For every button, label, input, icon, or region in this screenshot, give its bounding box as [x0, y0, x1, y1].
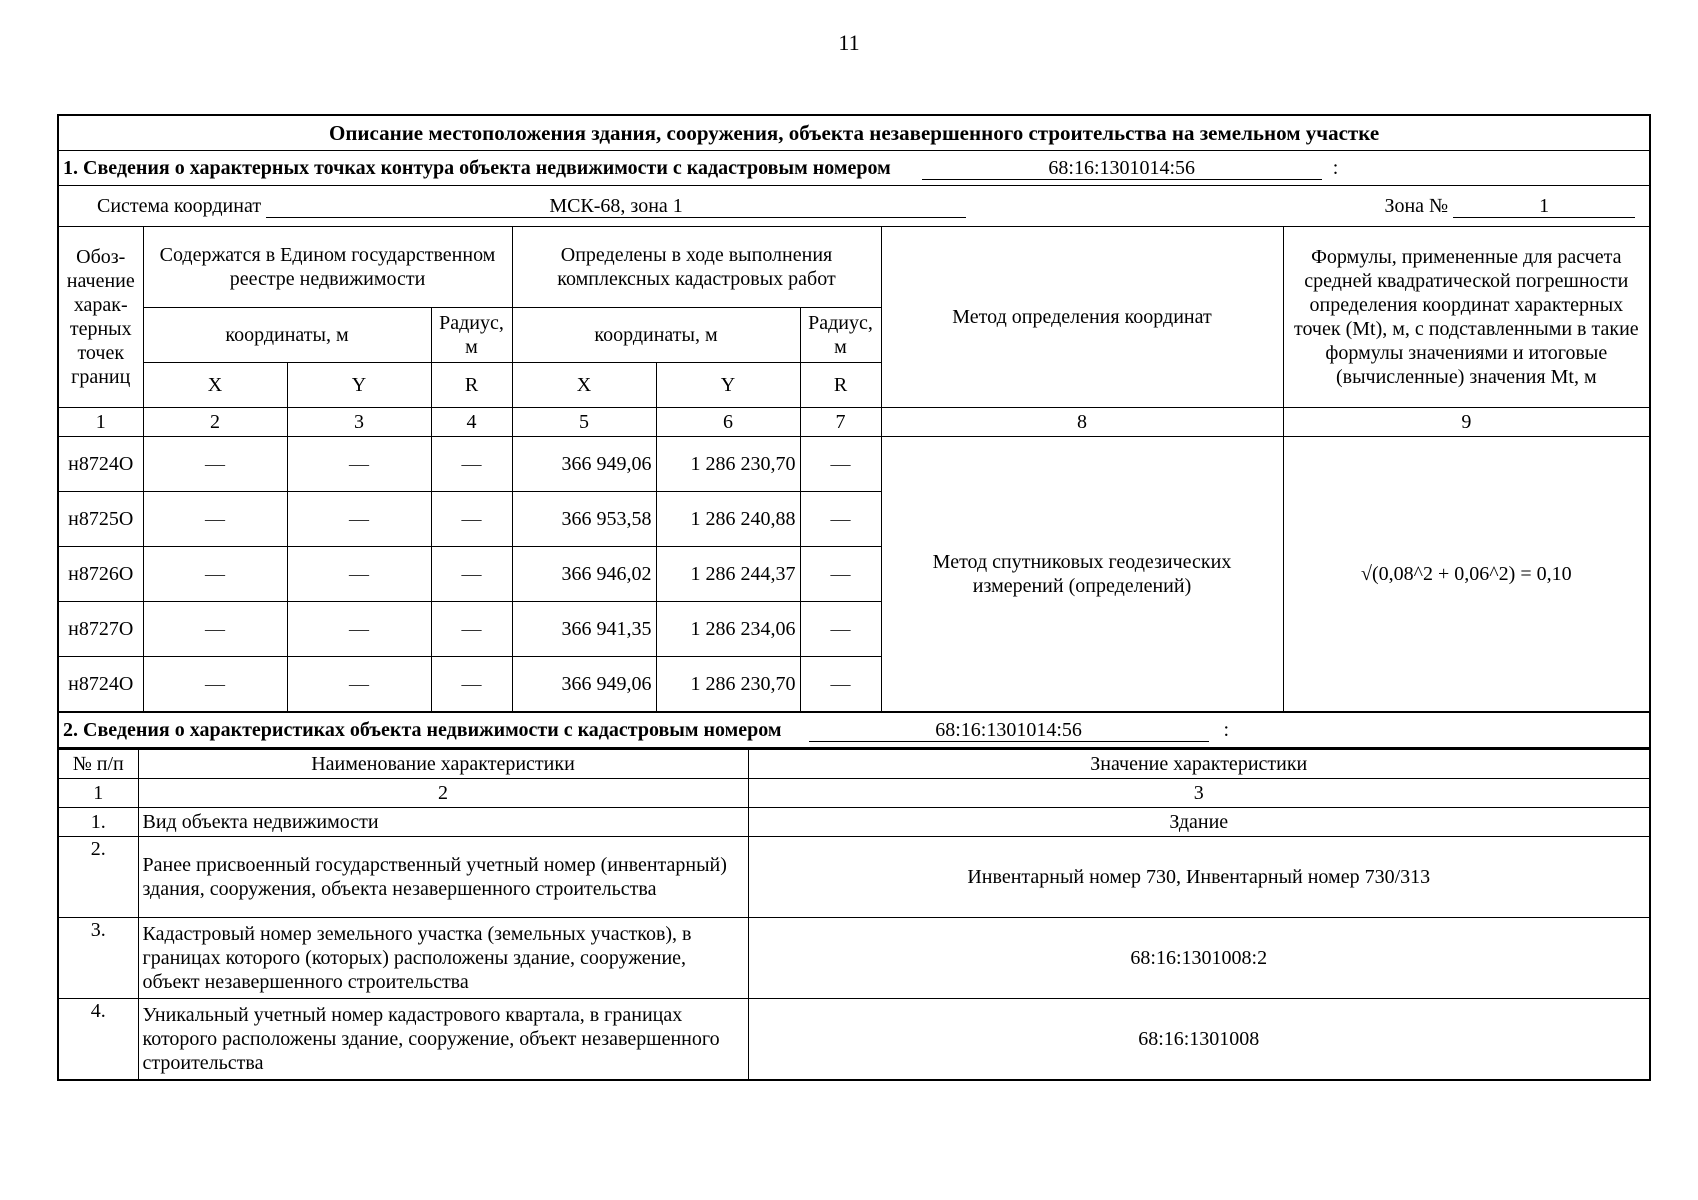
point-y: 1 286 244,37	[656, 547, 800, 602]
header-formulas: Формулы, примененные для расчета средней квадратической погрешности определения координат характерных точек (Mt), м, с подставленными в такие формулы значениями и итоговые (вычисленные) значения Mt, м	[1283, 227, 1650, 408]
point-y-egrn: —	[287, 437, 431, 492]
section2-cadastral-number: 68:16:1301014:56	[809, 719, 1209, 742]
point-name: н8726О	[58, 547, 143, 602]
point-r: —	[800, 547, 881, 602]
point-r-egrn: —	[431, 492, 512, 547]
point-y-egrn: —	[287, 657, 431, 713]
method-value: Метод спутниковых геодезических измерений (определений)	[881, 437, 1283, 713]
point-x-egrn: —	[143, 602, 287, 657]
point-x: 366 946,02	[512, 547, 656, 602]
header-char-name: Наименование характеристики	[138, 750, 748, 779]
point-r: —	[800, 437, 881, 492]
section2-header	[58, 712, 1650, 748]
table-row	[58, 808, 1650, 837]
col-number: 4	[431, 408, 512, 437]
point-r: —	[800, 657, 881, 713]
header-kkr-x: X	[512, 363, 656, 408]
header-egrn-coords: координаты, м	[143, 308, 431, 363]
table-row	[58, 837, 1650, 918]
page-number: 11	[838, 30, 860, 55]
point-x-egrn: —	[143, 547, 287, 602]
point-x: 366 949,06	[512, 657, 656, 713]
header-num: № п/п	[58, 750, 138, 779]
char-num: 2.	[58, 837, 138, 918]
point-name: н8724О	[58, 437, 143, 492]
char-name: Ранее присвоенный государственный учетный номер (инвентарный) здания, сооружения, объекта незавершенного строительства	[138, 837, 748, 918]
char-value: Здание	[748, 808, 1650, 837]
point-name: н8727О	[58, 602, 143, 657]
col-number: 3	[287, 408, 431, 437]
section1-label: 1. Сведения о характерных точках контура объекта недвижимости с кадастровым номером	[63, 157, 891, 179]
document-table-wrapper	[57, 114, 1649, 1081]
char-num: 1.	[58, 808, 138, 837]
point-y-egrn: —	[287, 492, 431, 547]
header-kkr-radius: Радиус, м	[800, 308, 881, 363]
point-y-egrn: —	[287, 602, 431, 657]
point-r-egrn: —	[431, 657, 512, 713]
point-r: —	[800, 492, 881, 547]
char-value: Инвентарный номер 730, Инвентарный номер 730/313	[748, 837, 1650, 918]
col-number: 8	[881, 408, 1283, 437]
header-egrn-x: X	[143, 363, 287, 408]
col-number: 3	[748, 779, 1650, 808]
point-x-egrn: —	[143, 492, 287, 547]
point-x: 366 953,58	[512, 492, 656, 547]
col-number: 2	[143, 408, 287, 437]
point-r-egrn: —	[431, 602, 512, 657]
point-x: 366 941,35	[512, 602, 656, 657]
zone-label: Зона №	[1384, 195, 1449, 217]
zone-value: 1	[1453, 195, 1635, 218]
header-kkr-r: R	[800, 363, 881, 408]
col-number: 1	[58, 408, 143, 437]
table-row	[58, 999, 1650, 1081]
point-r-egrn: —	[431, 547, 512, 602]
header-kkr-y: Y	[656, 363, 800, 408]
point-x-egrn: —	[143, 657, 287, 713]
char-num: 4.	[58, 999, 138, 1081]
point-r-egrn: —	[431, 437, 512, 492]
table-row	[58, 918, 1650, 999]
section2-suffix: :	[1223, 719, 1230, 741]
table-row	[58, 437, 1650, 492]
coord-system-value: МСК-68, зона 1	[266, 195, 966, 218]
point-y: 1 286 230,70	[656, 657, 800, 713]
char-value: 68:16:1301008:2	[748, 918, 1650, 999]
section1-cadastral-number: 68:16:1301014:56	[922, 157, 1322, 180]
col-number: 9	[1283, 408, 1650, 437]
char-num: 3.	[58, 918, 138, 999]
location-description-table	[57, 114, 1651, 749]
section1-header	[58, 151, 1650, 186]
col-number: 6	[656, 408, 800, 437]
header-method: Метод определения координат	[881, 227, 1283, 408]
char-name: Уникальный учетный номер кадастрового квартала, в границах которого расположены здание, сооружение, объект незавершенного строительства	[138, 999, 748, 1081]
header-kkr-coords: координаты, м	[512, 308, 800, 363]
point-y: 1 286 240,88	[656, 492, 800, 547]
char-name: Кадастровый номер земельного участка (земельных участков), в границах которого (которых) расположены здание, сооружение, объект незавершенного строительства	[138, 918, 748, 999]
char-value: 68:16:1301008	[748, 999, 1650, 1081]
header-char-value: Значение характеристики	[748, 750, 1650, 779]
point-name: н8724О	[58, 657, 143, 713]
header-egrn-radius: Радиус, м	[431, 308, 512, 363]
point-x-egrn: —	[143, 437, 287, 492]
header-kkr: Определены в ходе выполнения комплексных кадастровых работ	[512, 227, 881, 308]
point-r: —	[800, 602, 881, 657]
coord-system-label: Система координат	[97, 195, 262, 217]
point-x: 366 949,06	[512, 437, 656, 492]
col-number: 1	[58, 779, 138, 808]
point-y: 1 286 234,06	[656, 602, 800, 657]
characteristics-table	[57, 749, 1651, 1081]
point-y-egrn: —	[287, 547, 431, 602]
header-egrn-y: Y	[287, 363, 431, 408]
col-number: 7	[800, 408, 881, 437]
section2-label: 2. Сведения о характеристиках объекта недвижимости с кадастровым номером	[63, 719, 782, 741]
formula-value: √(0,08^2 + 0,06^2) = 0,10	[1283, 437, 1650, 713]
header-egrn: Содержатся в Едином государственном реестре недвижимости	[143, 227, 512, 308]
header-egrn-r: R	[431, 363, 512, 408]
point-name: н8725О	[58, 492, 143, 547]
section1-suffix: :	[1332, 157, 1339, 179]
header-point-designation: Обоз-начение харак-терных точек границ	[58, 227, 143, 408]
char-name: Вид объекта недвижимости	[138, 808, 748, 837]
document-title: Описание местоположения здания, сооружения, объекта незавершенного строительства на земельном участке	[58, 115, 1650, 151]
coord-system-row	[58, 186, 1650, 227]
col-number: 2	[138, 779, 748, 808]
point-y: 1 286 230,70	[656, 437, 800, 492]
col-number: 5	[512, 408, 656, 437]
